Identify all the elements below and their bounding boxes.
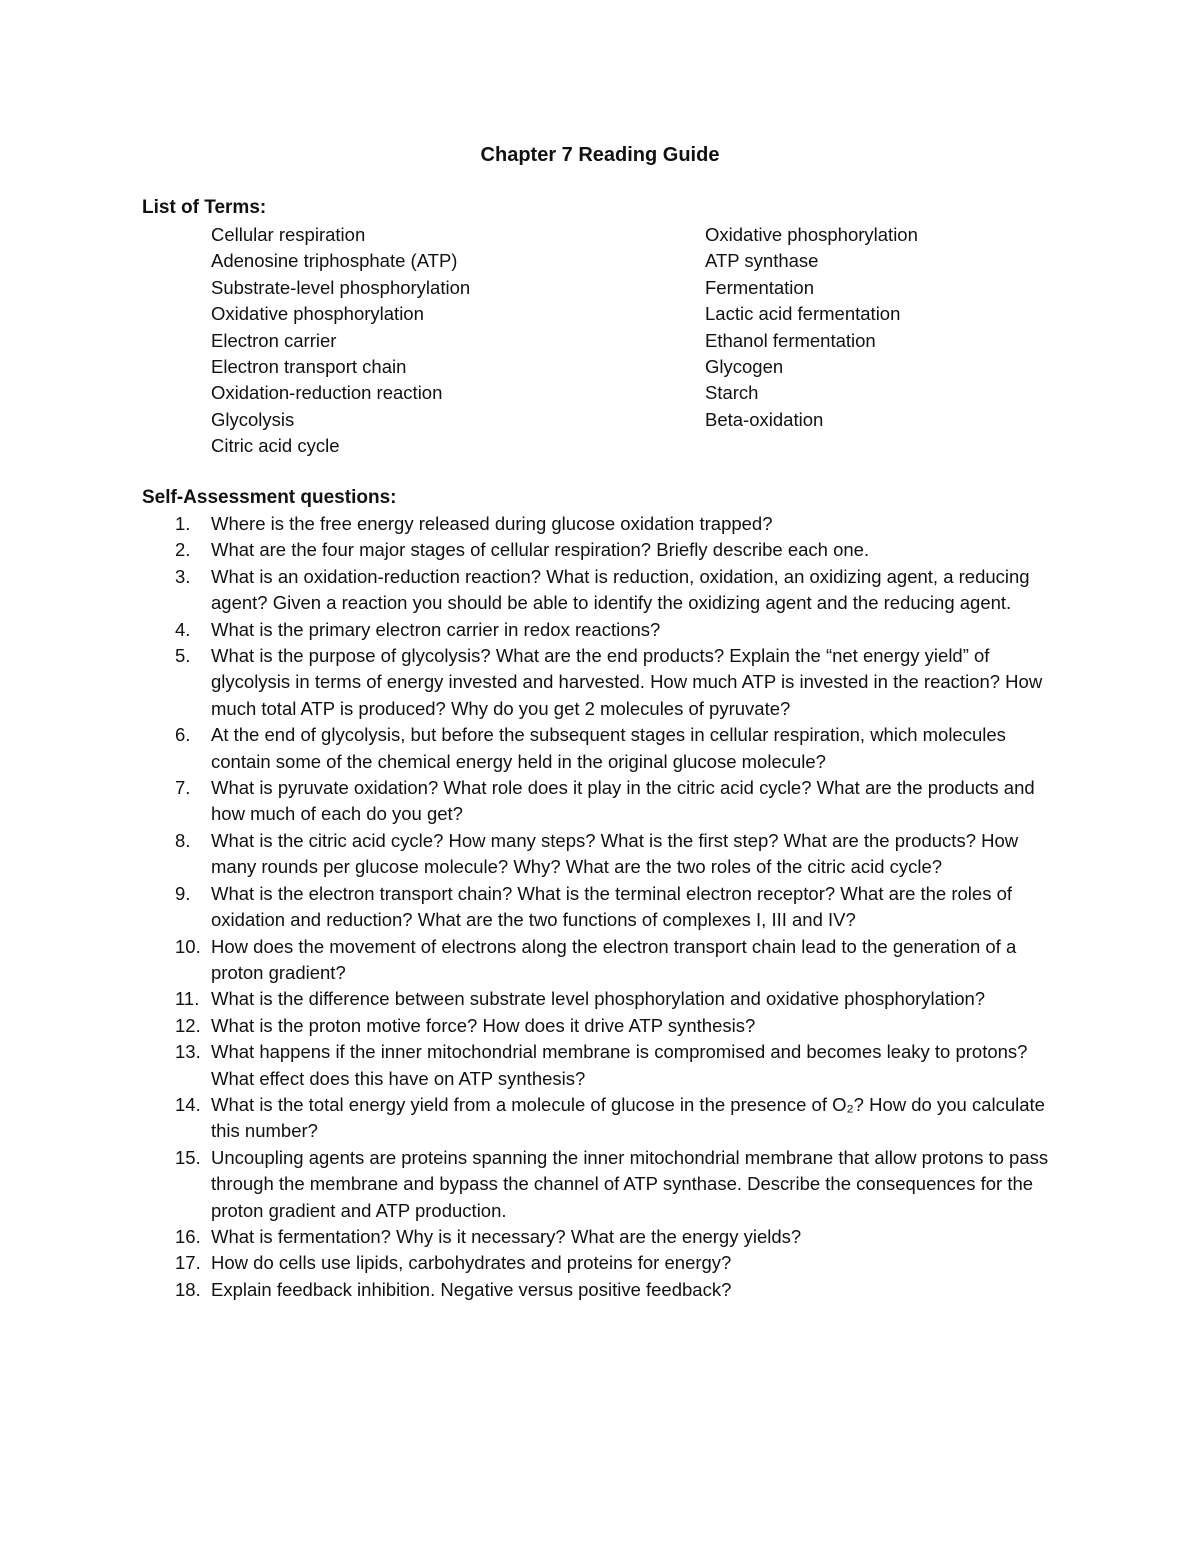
question-number: 17.	[175, 1252, 201, 1274]
question-text: What is the total energy yield from a molecule of glucose in the presence of O₂? How do you calculate this number?	[211, 1093, 1045, 1142]
question-text: How does the movement of electrons along the electron transport chain lead to the generation of a proton gradient?	[211, 935, 1017, 983]
question-number: 10.	[175, 935, 201, 957]
question-number: 1.	[175, 513, 191, 534]
question-text: At the end of glycolysis, but before the subsequent stages in cellular respiration, which molecules contain some of the chemical energy held in the original glucose molecule?	[211, 724, 1006, 772]
question-text: What are the four major stages of cellular respiration? Briefly describe each one.	[211, 539, 870, 561]
question-text: What is the difference between substrate level phosphorylation and oxidative phosphorylation?	[211, 988, 986, 1010]
question-text: What is the citric acid cycle? How many steps? What is the first step? What are the products? How many rounds per glucose molecule? Why? What are the two roles of the citric acid cycle?	[211, 829, 1019, 878]
question-number: 8.	[175, 829, 191, 851]
question-number: 9.	[175, 882, 191, 904]
question-number: 14.	[175, 1093, 201, 1115]
question-text: What is an oxidation-reduction reaction? What is reduction, oxidation, an oxidizing agent, a reducing agent? Given a reaction you should be able to identify the oxidizing agent and the reducing agent.	[211, 565, 1030, 614]
question-text: What is the primary electron carrier in redox reactions?	[211, 618, 661, 640]
term-item: Adenosine triphosphate (ATP)	[211, 250, 458, 272]
question-item	[142, 1277, 1062, 1303]
term-item: Glycolysis	[211, 408, 295, 430]
question-text: How do cells use lipids, carbohydrates and proteins for energy?	[211, 1252, 732, 1274]
question-item	[142, 1013, 1062, 1039]
question-text: Where is the free energy released during glucose oxidation trapped?	[211, 513, 773, 534]
question-number: 16.	[175, 1225, 201, 1247]
term-item: Oxidation-reduction reaction	[211, 382, 443, 404]
question-item	[142, 986, 1062, 1012]
question-item	[142, 881, 1062, 934]
question-text: What is the purpose of glycolysis? What are the end products? Explain the “net energy yield” of glycolysis in terms of energy invested and harvested. How much ATP is invested in the reaction? How much total ATP is produced? Why do you get 2 molecules of pyruvate?	[211, 645, 1043, 719]
question-item	[142, 1224, 1062, 1250]
question-item	[142, 1145, 1062, 1224]
question-item	[142, 643, 1062, 722]
questions-heading: Self-Assessment questions:	[142, 487, 397, 508]
question-number: 18.	[175, 1278, 201, 1300]
term-item: Electron carrier	[211, 329, 337, 351]
question-number: 6.	[175, 724, 191, 746]
question-number: 13.	[175, 1041, 201, 1063]
question-item	[142, 617, 1062, 643]
question-item	[142, 511, 1062, 537]
question-number: 15.	[175, 1146, 201, 1168]
question-item	[142, 828, 1062, 881]
question-item	[142, 722, 1062, 775]
question-item	[142, 775, 1062, 828]
page-title: Chapter 7 Reading Guide	[480, 144, 720, 166]
term-item: Oxidative phosphorylation	[705, 224, 918, 245]
terms-heading: List of Terms:	[142, 197, 267, 218]
question-item	[142, 537, 1062, 563]
question-item	[142, 1039, 1062, 1092]
question-number: 5.	[175, 645, 191, 667]
question-number: 12.	[175, 1014, 201, 1036]
term-item: Oxidative phosphorylation	[211, 303, 424, 325]
term-item: Electron transport chain	[211, 356, 407, 378]
question-item	[142, 564, 1062, 617]
term-item: Ethanol fermentation	[705, 329, 876, 351]
question-text: What is pyruvate oxidation? What role does it play in the citric acid cycle? What are the products and how much of each do you get?	[211, 777, 1035, 825]
question-text: What happens if the inner mitochondrial membrane is compromised and becomes leaky to protons? What effect does this have on ATP synthesis?	[211, 1041, 1028, 1089]
terms-list-right	[705, 222, 918, 433]
question-number: 4.	[175, 618, 191, 640]
question-number: 2.	[175, 539, 191, 561]
question-number: 7.	[175, 777, 191, 799]
term-item: Fermentation	[705, 276, 814, 298]
question-number: 11.	[175, 988, 200, 1010]
term-item: Glycogen	[705, 356, 784, 378]
terms-list-left	[211, 222, 470, 460]
question-item	[142, 934, 1062, 987]
question-text: What is the electron transport chain? What is the terminal electron receptor? What are the roles of oxidation and reduction? What are the two functions of complexes I, III and IV?	[211, 882, 1013, 931]
term-item: Citric acid cycle	[211, 435, 340, 457]
question-item	[142, 1092, 1062, 1145]
term-item: Starch	[705, 382, 759, 404]
question-text: Uncoupling agents are proteins spanning the inner mitochondrial membrane that allow protons to pass through the membrane and bypass the channel of ATP synthase. Describe the consequences for the proton gradient and ATP production.	[211, 1146, 1049, 1221]
questions-list	[142, 511, 1062, 1303]
term-item: Lactic acid fermentation	[705, 303, 901, 325]
question-item	[142, 1250, 1062, 1276]
term-item: Beta-oxidation	[705, 408, 824, 430]
question-text: What is the proton motive force? How does it drive ATP synthesis?	[211, 1014, 756, 1036]
term-item: Substrate-level phosphorylation	[211, 276, 471, 298]
question-number: 3.	[175, 565, 191, 587]
question-text: Explain feedback inhibition. Negative versus positive feedback?	[211, 1278, 732, 1300]
term-item: Cellular respiration	[211, 224, 366, 245]
question-text: What is fermentation? Why is it necessary? What are the energy yields?	[211, 1225, 802, 1247]
term-item: ATP synthase	[705, 250, 819, 272]
